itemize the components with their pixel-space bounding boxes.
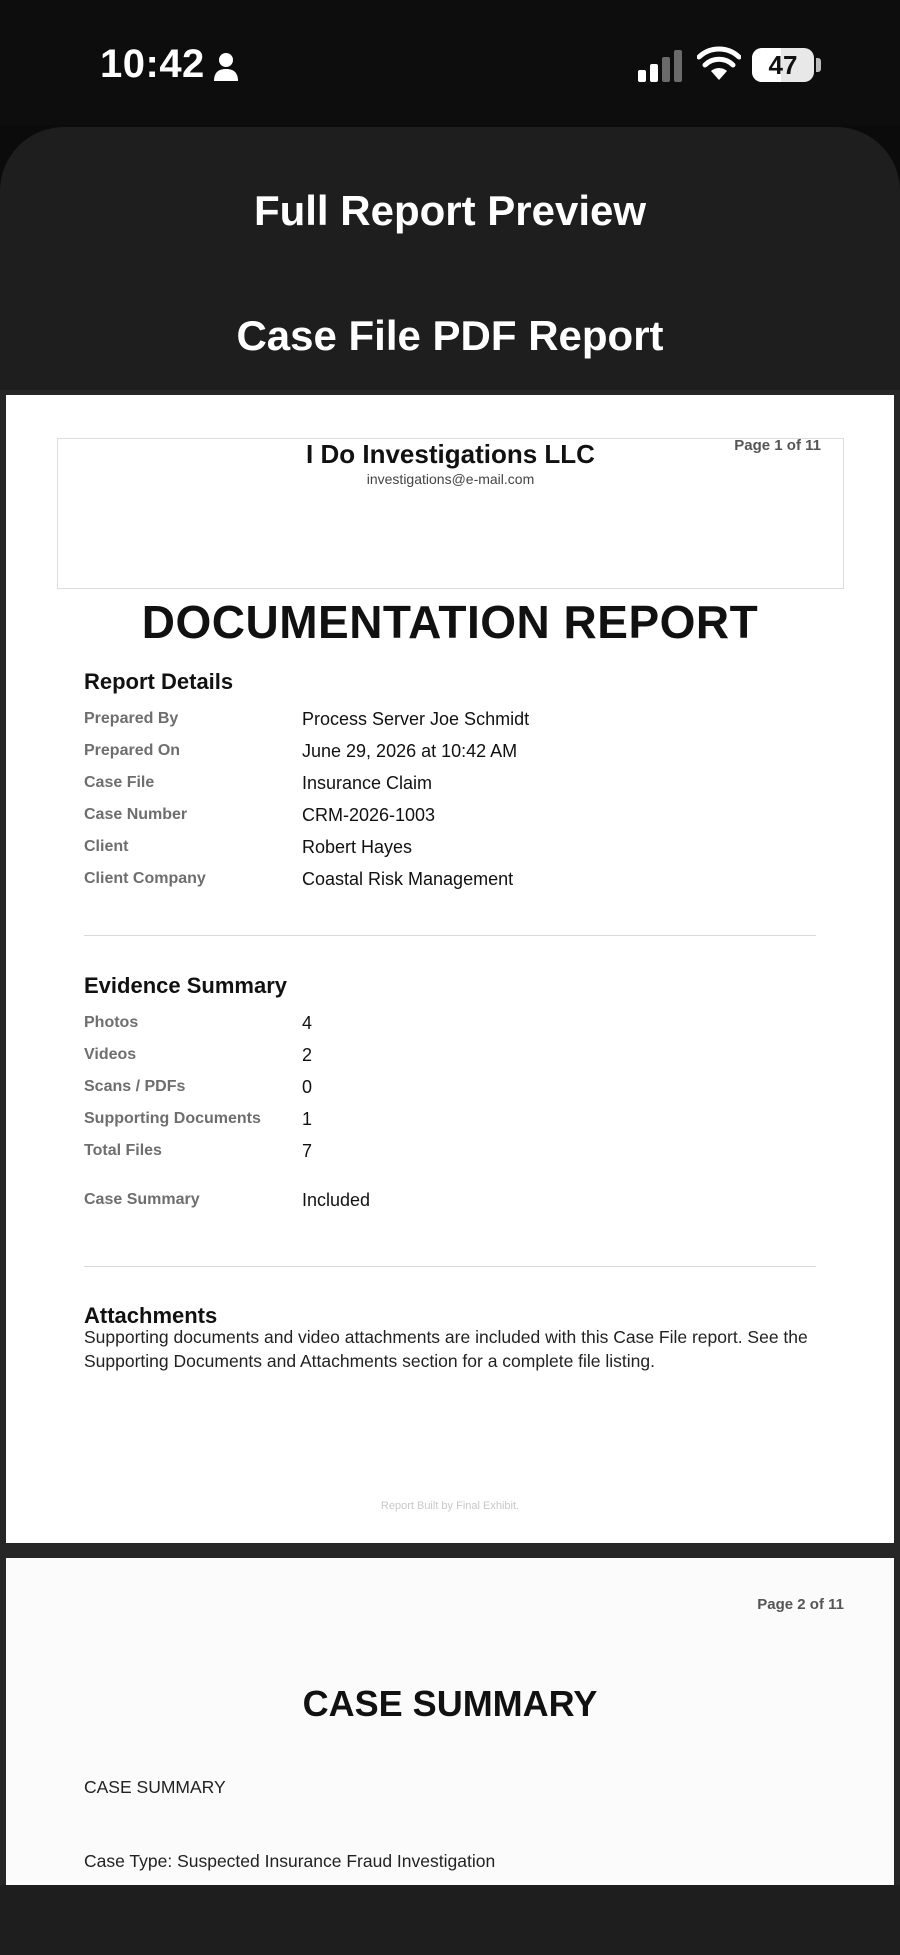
battery-level: 47 <box>768 50 798 80</box>
evidence-row <box>84 1014 824 1038</box>
evidence-value: 7 <box>302 1141 313 1161</box>
attachments-text: Supporting documents and video attachments are included with this Case File report. See the Supporting Documents and Attachments section for a complete file listing. <box>84 1327 808 1371</box>
evidence-row <box>84 1078 824 1102</box>
report-preview-sheet <box>0 127 900 1955</box>
evidence-row <box>84 1046 824 1070</box>
page-number: Page 2 of 11 <box>757 1596 844 1613</box>
case-type-line: Case Type: Suspected Insurance Fraud Investigation <box>84 1851 496 1871</box>
evidence-label: Total Files <box>84 1142 162 1159</box>
status-bar <box>0 0 900 125</box>
attachments-heading: Attachments <box>84 1303 218 1328</box>
detail-value: Insurance Claim <box>302 773 433 793</box>
evidence-row <box>84 1191 824 1215</box>
evidence-label: Case Summary <box>84 1191 200 1208</box>
evidence-value: Included <box>302 1190 371 1210</box>
detail-value: CRM-2026-1003 <box>302 805 436 825</box>
detail-value: Process Server Joe Schmidt <box>302 709 530 729</box>
evidence-row <box>84 1142 824 1166</box>
detail-value: June 29, 2026 at 10:42 AM <box>302 741 518 761</box>
evidence-summary-heading: Evidence Summary <box>84 973 287 998</box>
case-summary-title: CASE SUMMARY <box>302 1683 598 1724</box>
case-summary-heading: CASE SUMMARY <box>84 1777 226 1797</box>
battery-icon <box>752 48 814 82</box>
report-header <box>57 438 844 589</box>
sheet-bottom-edge <box>0 1885 900 1955</box>
battery-tip <box>816 58 821 72</box>
detail-row <box>84 838 824 862</box>
document-title: DOCUMENTATION REPORT <box>141 596 759 648</box>
evidence-label: Photos <box>84 1014 139 1031</box>
company-email: investigations@e-mail.com <box>366 471 535 487</box>
detail-label: Case File <box>84 774 155 791</box>
detail-row <box>84 774 824 798</box>
report-details-heading: Report Details <box>84 669 234 694</box>
sheet-title: Full Report Preview <box>253 187 647 234</box>
cellular-signal-icon <box>637 50 685 82</box>
sheet-subtitle: Case File PDF Report <box>236 312 664 359</box>
pdf-page-2 <box>6 1558 894 1890</box>
detail-row <box>84 710 824 734</box>
evidence-label: Supporting Documents <box>84 1110 261 1127</box>
evidence-label: Scans / PDFs <box>84 1078 186 1095</box>
detail-label: Prepared By <box>84 710 179 727</box>
pdf-preview-scroll[interactable] <box>0 390 900 1890</box>
detail-value: Robert Hayes <box>302 837 413 857</box>
detail-label: Case Number <box>84 806 188 823</box>
wifi-icon <box>697 46 741 82</box>
evidence-row <box>84 1110 824 1134</box>
detail-value: Coastal Risk Management <box>302 869 514 889</box>
detail-row <box>84 806 824 830</box>
detail-row <box>84 742 824 766</box>
evidence-value: 2 <box>302 1045 313 1065</box>
report-footer: Report Built by Final Exhibit. <box>380 1500 520 1512</box>
detail-row <box>84 870 824 894</box>
evidence-value: 0 <box>302 1077 313 1097</box>
status-time: 10:42 <box>100 42 205 86</box>
evidence-value: 1 <box>302 1109 313 1129</box>
person-icon <box>212 52 240 82</box>
company-name: I Do Investigations LLC <box>306 439 595 469</box>
pdf-page-1 <box>6 395 894 1543</box>
page-number: Page 1 of 11 <box>734 437 821 454</box>
detail-label: Client <box>84 838 129 855</box>
detail-label: Prepared On <box>84 742 181 759</box>
section-divider <box>84 935 816 936</box>
evidence-value: 4 <box>302 1013 313 1033</box>
evidence-label: Videos <box>84 1046 137 1063</box>
detail-label: Client Company <box>84 870 206 887</box>
section-divider <box>84 1266 816 1267</box>
